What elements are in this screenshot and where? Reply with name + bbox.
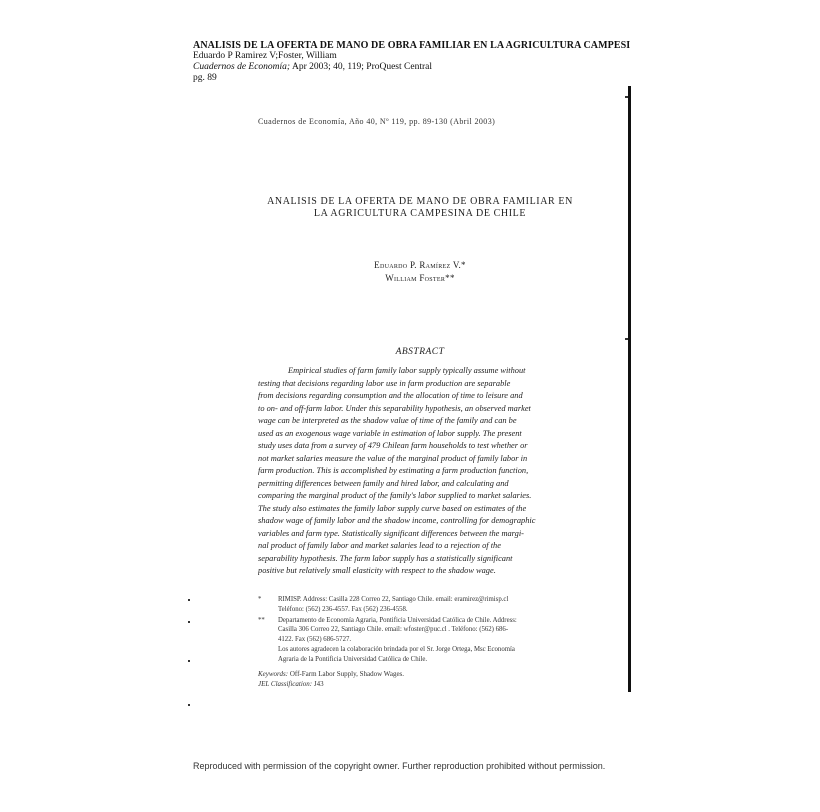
keywords: [258, 669, 588, 679]
citation-issue: Apr 2003; 40, 119; ProQuest Central: [290, 62, 432, 72]
keywords-value: Off-Farm Labor Supply, Shadow Wages.: [288, 670, 405, 678]
copyright-footer: Reproduced with permission of the copyright owner. Further reproduction prohibited without permission.: [193, 761, 606, 771]
abstract-heading: ABSTRACT: [395, 347, 445, 357]
footnote-line: Los autores agradecen la colaboración brindada por el Sr. Jorge Ortega, Msc Economía: [278, 645, 515, 653]
footnote-line: Teléfono: (562) 236-4557. Fax (562) 236-4558.: [278, 605, 408, 613]
abstract-line: wage can be interpreted as the shadow value of time of the family and can be: [258, 416, 517, 425]
abstract-line: comparing the marginal product of the family's labor supplied to market salaries.: [258, 491, 532, 500]
abstract-line: used as an exogenous wage variable in estimation of labor supply. The present: [258, 428, 522, 438]
citation-header: [193, 40, 638, 84]
scan-speck: [188, 704, 190, 706]
abstract-line: separability hypothesis. The farm labor supply has a statistically significant: [258, 553, 513, 563]
footnote-line: Agraria de la Pontificia Universidad Católica de Chile.: [278, 655, 428, 663]
paper-title-line: LA AGRICULTURA CAMPESINA DE CHILE: [313, 208, 527, 219]
abstract-body: [258, 365, 580, 578]
abstract-line: variables and farm type. Statistically significant differences between the margi-: [258, 528, 524, 538]
footnote: [258, 616, 588, 665]
citation-authors: Eduardo P Ramirez V;Foster, William: [193, 51, 337, 61]
scan-speck: [188, 660, 190, 662]
footnote-line: 4122. Fax (562) 686-5727.: [278, 636, 352, 644]
abstract-line: permitting differences between family and hired labor, and calculating and: [258, 478, 509, 488]
citation-title: ANALISIS DE LA OFERTA DE MANO DE OBRA FAMILIAR EN LA AGRICULTURA CAMPESI: [193, 40, 631, 51]
citation-source: [193, 62, 638, 73]
scan-edge-rule: [628, 86, 631, 692]
abstract-line: The study also estimates the family labor supply curve based on estimates of the: [258, 503, 527, 513]
footnote-mark: *: [258, 596, 262, 603]
jel-label: JEL Classification:: [258, 680, 313, 688]
paper-title: [250, 196, 590, 220]
classification: [258, 669, 588, 689]
footnote: [258, 595, 588, 615]
author-name: Eduardo P. Ramírez V.*: [374, 260, 466, 270]
footnote-line: Departamento de Economía Agraria, Pontificia Universidad Católica de Chile. Address:: [278, 616, 517, 624]
abstract-line: not market salaries measure the value of the marginal product of family labor in: [258, 453, 528, 463]
scan-speck: [188, 599, 190, 601]
paper-title-line: ANALISIS DE LA OFERTA DE MANO DE OBRA FAMILIAR EN: [267, 196, 573, 207]
footnote-line: Casilla 306 Correo 22, Santiago Chile. email: wfoster@puc.cl . Teléfono: (562) 686-: [278, 626, 509, 634]
footnote-line: RIMISP. Address: Casilla 228 Correo 22, Santiago Chile. email: eramirez@rimisp.cl: [278, 596, 509, 603]
keywords-label: Keywords:: [258, 670, 289, 678]
footnote-mark: **: [258, 616, 265, 624]
author-name: William Foster**: [385, 273, 455, 283]
running-head: Cuadernos de Economía, Año 40, Nº 119, pp. 89-130 (Abril 2003): [258, 117, 496, 126]
abstract-line: study uses data from a survey of 479 Chilean farm households to test whether or: [258, 441, 528, 450]
scan-edge-tick: [625, 338, 628, 340]
citation-page: pg. 89: [193, 73, 217, 83]
jel-classification: [258, 679, 588, 689]
abstract-line: from decisions regarding consumption and the allocation of time to leisure and: [258, 391, 523, 400]
abstract-line: farm production. This is accomplished by estimating a farm production function,: [258, 466, 529, 475]
abstract-line: testing that decisions regarding labor use in farm production are separable: [258, 378, 511, 388]
jel-value: J43: [312, 680, 324, 688]
scan-speck: [188, 621, 190, 623]
abstract-line: shadow wage of family labor and the shadow income, controlling for demographic: [258, 516, 536, 525]
footnotes: [258, 595, 588, 666]
abstract-line: to on- and off-farm labor. Under this separability hypothesis, an observed market: [258, 403, 531, 413]
abstract-line: nal product of family labor and market salaries lead to a rejection of the: [258, 541, 501, 550]
abstract-line: Empirical studies of farm family labor supply typically assume without: [288, 366, 526, 375]
abstract-line: positive but relatively small elasticity with respect to the shadow wage.: [258, 566, 496, 575]
scan-edge-tick: [625, 96, 628, 98]
citation-journal: Cuadernos de Economía;: [193, 62, 291, 72]
